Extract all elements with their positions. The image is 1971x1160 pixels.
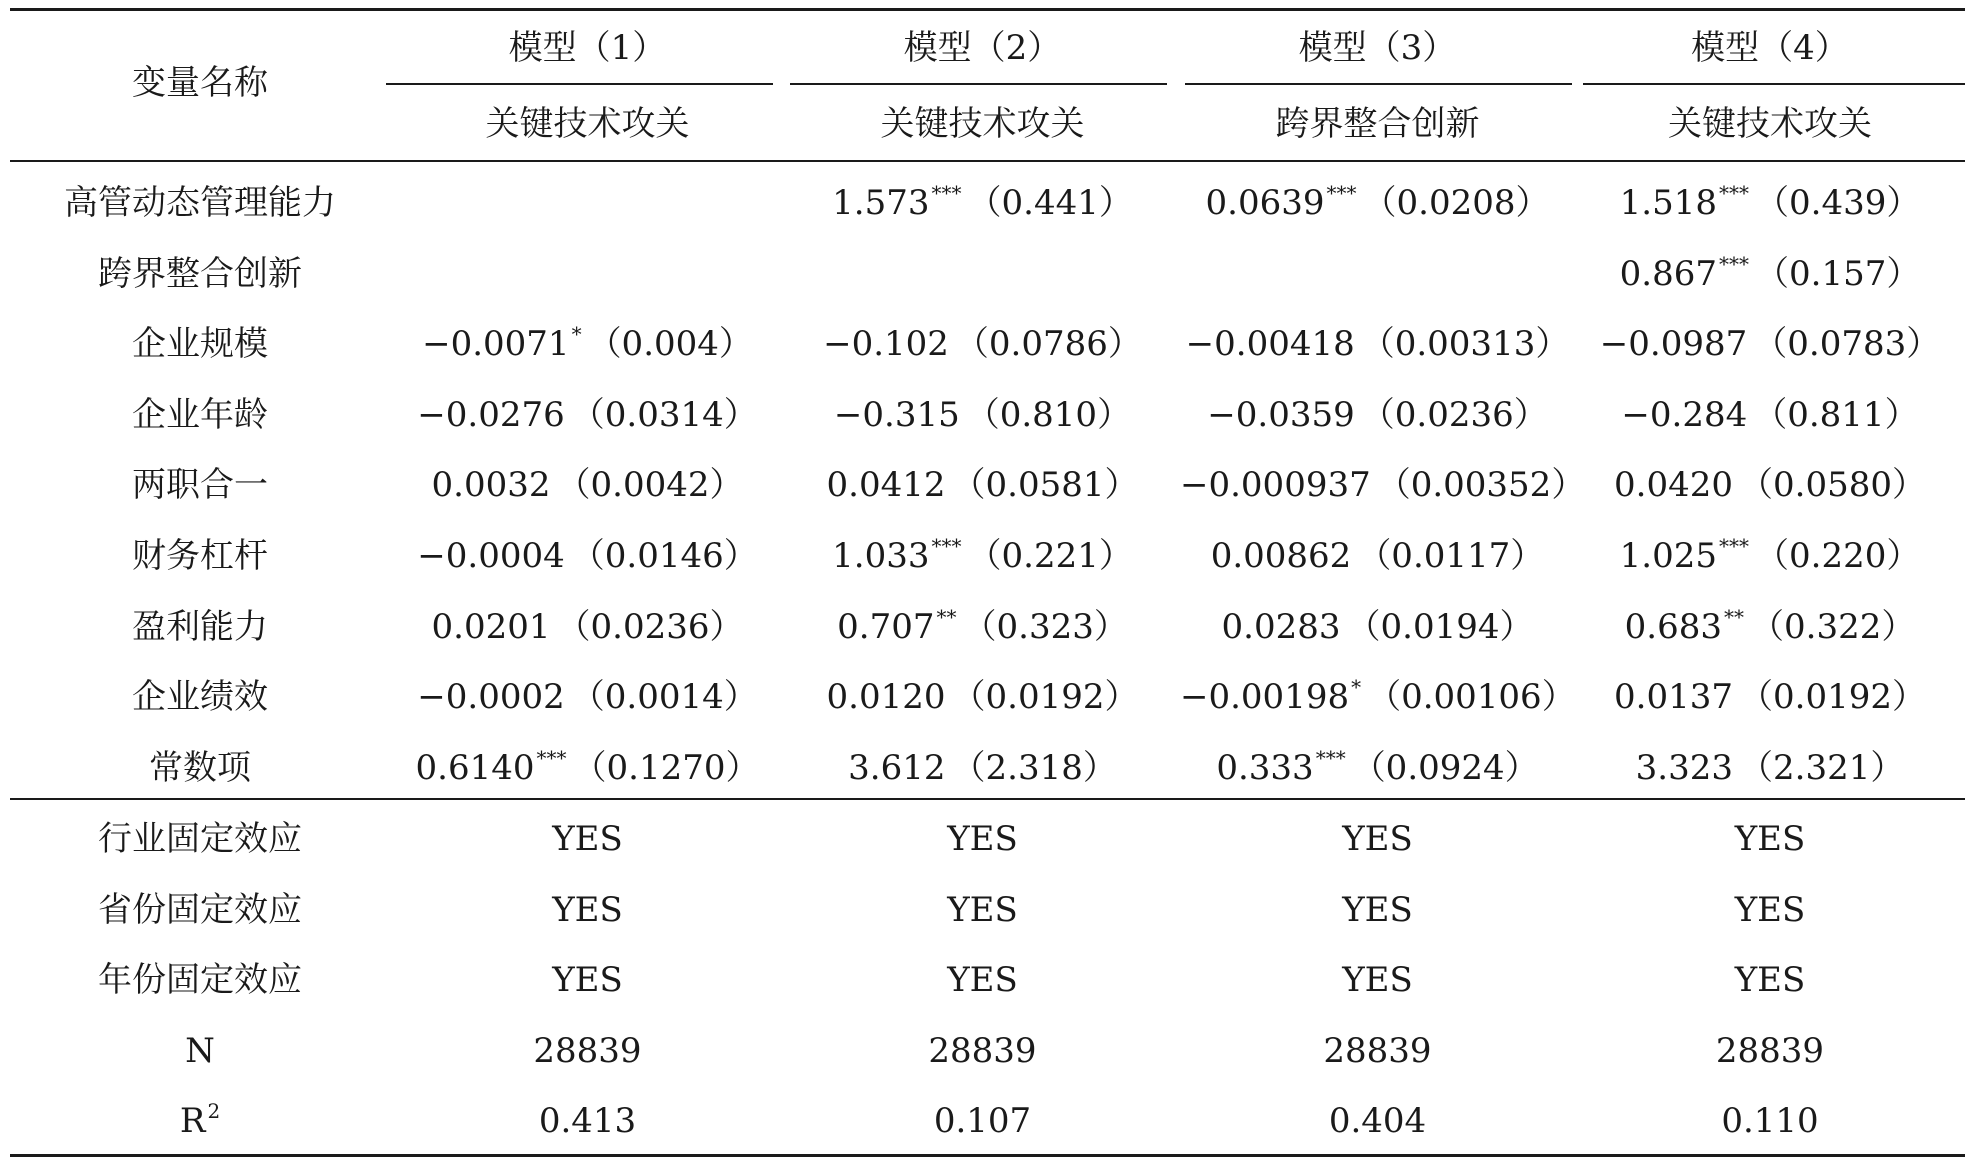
header-subrule-4 [1583,83,1965,85]
coef-value: 3.323 [1635,747,1733,788]
mid-rule [10,798,1965,800]
std-error: （0.0786） [954,324,1142,365]
std-error: （0.322） [1750,606,1916,647]
header-subrule-2 [790,83,1167,85]
std-error: （2.318） [951,747,1117,788]
std-error: （0.0192） [951,677,1139,718]
row-label: 高管动态管理能力 [64,183,336,223]
coef-cell [1575,733,1965,803]
coef-value: 0.0137 [1614,677,1733,718]
header-model-3: 模型（3） [1298,28,1457,68]
std-error: （2.321） [1739,747,1905,788]
std-error: （0.00313） [1360,324,1570,365]
significance-stars: ** [936,604,957,629]
std-error: （0.0192） [1739,677,1926,718]
coef-cell [785,450,1180,520]
coef-cell [390,592,785,662]
std-error: （0.0924） [1351,747,1539,788]
std-error: （0.004） [587,324,753,365]
coef-cell [390,239,785,309]
std-error: （0.220） [1755,536,1921,576]
coef-cell [785,309,1180,379]
significance-stars: *** [1719,534,1749,558]
effect-cell: YES [1342,960,1413,1001]
coef-cell [1575,662,1965,732]
coef-cell [1180,592,1575,662]
effect-cell: YES [1734,960,1806,1001]
coef-cell [390,662,785,732]
std-error: （0.0042） [556,465,744,506]
significance-stars: *** [1719,251,1749,276]
coef-value: 0.0412 [826,465,946,506]
coef-value: −0.000937 [1180,465,1371,506]
coef-cell [1180,450,1586,520]
row-label: 跨界整合创新 [98,253,302,294]
header-subrule-3 [1185,83,1572,85]
coef-value: 0.867 [1619,253,1717,294]
coef-value: −0.0071 [422,324,570,365]
coef-cell [1575,521,1965,591]
coef-value: 0.0420 [1614,465,1733,506]
std-error: （0.441） [967,183,1133,223]
row-label-text: 省份固定效应 [98,889,302,930]
effect-cell: 28839 [928,1030,1037,1071]
coef-cell [1180,168,1575,238]
std-error: （0.00352） [1376,465,1586,506]
coef-value: 0.0032 [431,465,551,506]
coef-cell [785,662,1180,732]
row-label: 企业绩效 [132,677,268,718]
row-label: 企业年龄 [132,394,268,435]
significance-stars: *** [536,745,567,770]
std-error: （0.0208） [1362,183,1550,223]
significance-stars: *** [931,534,962,558]
coef-value: −0.102 [823,324,949,365]
row-label [10,875,390,945]
header-subrule-1 [386,83,773,85]
coef-cell [390,309,785,379]
row-label-text: 行业固定效应 [98,819,302,859]
effect-cell: 0.413 [538,1101,637,1142]
effect-cell: YES [1342,889,1413,930]
effect-cell: 28839 [1715,1030,1825,1071]
coef-cell [390,733,785,803]
coef-cell [1180,380,1575,450]
significance-stars: *** [1719,181,1749,205]
row-label [10,804,390,874]
row-label: 企业规模 [132,324,268,365]
coef-cell [1180,521,1575,591]
effect-cell: 0.107 [933,1101,1032,1142]
effect-cell: YES [1734,819,1806,859]
coef-value: −0.284 [1621,394,1748,435]
std-error: （0.0014） [570,677,758,718]
std-error: （0.0146） [570,536,758,576]
effect-cell: 28839 [533,1030,642,1071]
std-error: （0.811） [1753,394,1919,435]
std-error: （0.0117） [1357,536,1545,576]
coef-value: 1.033 [832,536,930,576]
coef-value: −0.0987 [1599,324,1748,365]
coef-value: 0.333 [1216,747,1314,788]
row-label [10,945,390,1015]
header-dependent-1: 关键技术攻关 [485,104,690,144]
header-dependent-2: 关键技术攻关 [880,104,1085,144]
header-model-4: 模型（4） [1691,28,1849,68]
coef-value: 0.0201 [431,606,551,647]
coef-value: 3.612 [848,747,946,788]
coef-cell [1575,592,1965,662]
header-model-1: 模型（1） [508,28,667,68]
std-error: （0.0314） [570,394,758,435]
header-dependent-3: 跨界整合创新 [1275,104,1480,144]
std-error: （0.810） [965,394,1132,435]
coef-cell [1575,450,1965,520]
effect-cell: YES [1342,819,1413,859]
coef-value: −0.0004 [417,536,565,576]
coef-cell [1180,662,1575,732]
std-error: （0.1270） [572,747,760,788]
effect-cell: YES [1734,889,1806,930]
std-error: （0.157） [1755,253,1921,294]
std-error: （0.0581） [951,465,1139,506]
coef-value: −0.00198 [1180,677,1350,718]
coef-value: 0.0639 [1205,183,1325,223]
coef-value: 0.707 [837,606,935,647]
std-error: （0.00106） [1367,677,1576,718]
significance-stars: * [1351,675,1362,700]
significance-stars: *** [1315,745,1346,770]
effect-cell: YES [947,819,1018,859]
coef-value: −0.0359 [1207,394,1355,435]
coef-value: 1.025 [1619,536,1717,576]
row-label-text: 年份固定效应 [98,960,302,1001]
row-label-text: R [179,1101,206,1142]
coef-cell [1575,239,1965,309]
coef-cell [785,380,1180,450]
coef-value: 0.6140 [415,747,535,788]
row-label [10,1016,390,1086]
row-label: 盈利能力 [132,606,268,647]
std-error: （0.0236） [556,606,744,647]
effect-cell: 0.110 [1721,1101,1819,1142]
significance-stars: ** [1724,604,1744,629]
row-label-superscript: 2 [207,1099,221,1124]
coef-cell [785,168,1180,238]
coef-cell [785,239,1180,309]
effect-cell: 0.404 [1328,1101,1427,1142]
coef-cell [785,733,1180,803]
header-var-name: 变量名称 [132,63,268,103]
coef-cell [390,450,785,520]
std-error: （0.439） [1755,183,1921,223]
header-model-2: 模型（2） [903,28,1062,68]
effect-cell: YES [947,889,1018,930]
significance-stars: *** [1326,181,1357,205]
coef-cell [390,521,785,591]
coef-cell [390,380,785,450]
coef-value: 1.573 [832,183,930,223]
bottom-rule [10,1154,1965,1157]
coef-cell [1180,733,1575,803]
effect-cell: YES [552,889,623,930]
coef-cell [1575,309,1965,379]
header-dependent-4: 关键技术攻关 [1668,104,1872,144]
coef-cell [785,592,1180,662]
effect-cell: 28839 [1323,1030,1432,1071]
row-label: 财务杠杆 [132,536,268,576]
coef-value: 0.683 [1624,606,1722,647]
coef-cell [1575,168,1965,238]
effect-cell: YES [947,960,1018,1001]
row-label-text: N [185,1030,215,1071]
std-error: （0.221） [967,536,1133,576]
std-error: （0.0194） [1346,606,1534,647]
coef-cell [390,168,785,238]
coef-value: −0.00418 [1185,324,1355,365]
coef-value: 0.00862 [1210,536,1352,576]
std-error: （0.323） [962,606,1128,647]
coef-cell [1180,239,1575,309]
coef-cell [1180,309,1575,379]
significance-stars: *** [931,181,962,205]
coef-cell [785,521,1180,591]
std-error: （0.0580） [1739,465,1926,506]
coef-value: −0.0276 [417,394,565,435]
coef-value: 1.518 [1619,183,1717,223]
std-error: （0.0783） [1753,324,1941,365]
coef-value: 0.0283 [1221,606,1341,647]
header-rule [10,160,1965,162]
effect-cell: YES [552,819,623,859]
effect-cell: YES [552,960,623,1001]
row-label: 两职合一 [132,465,268,506]
row-label [10,1086,390,1156]
std-error: （0.0236） [1360,394,1548,435]
coef-value: −0.0002 [417,677,565,718]
coef-cell [1575,380,1965,450]
coef-value: −0.315 [833,394,960,435]
significance-stars: * [571,322,582,347]
top-rule [10,8,1965,11]
coef-value: 0.0120 [826,677,946,718]
row-label: 常数项 [149,747,251,788]
